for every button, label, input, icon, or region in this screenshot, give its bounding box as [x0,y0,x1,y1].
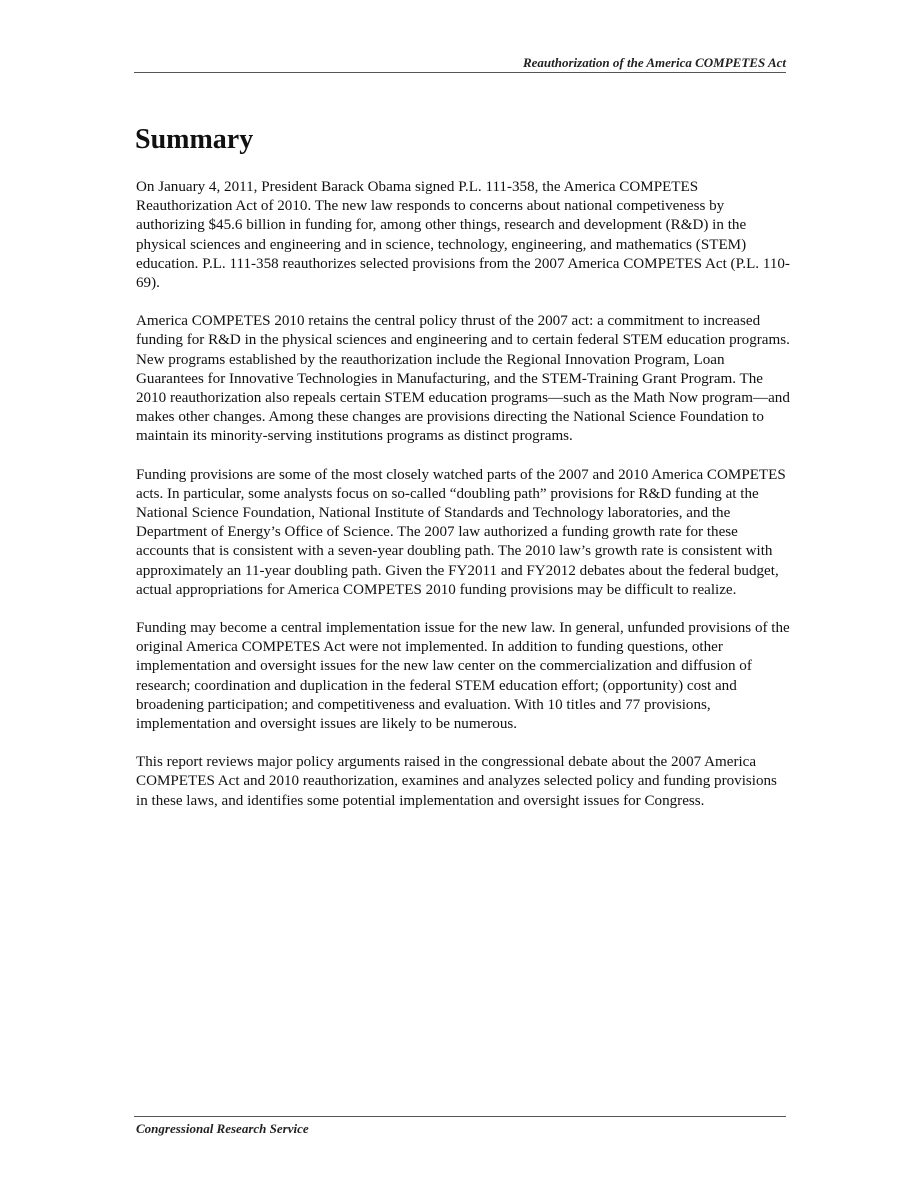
running-footer: Congressional Research Service [136,1121,309,1136]
page-title: Summary [135,124,254,155]
paragraph-3: Funding provisions are some of the most closely watched parts of the 2007 and 2010 America COMPETES acts. In particular, some analysts focus on so-called “doubling path” provisions for R&D funding at the National Science Foundation, National Institute of Standards and Technology laboratories, and the Department of Energy’s Office of Science. The 2007 law authorized a funding growth rate for these accounts that is consistent with a seven-year doubling path. The 2010 law’s growth rate is consistent with approximately an 11-year doubling path. Given the FY2011 and FY2012 debates about the federal budget, actual appropriations for America COMPETES 2010 funding provisions may be difficult to realize. [136,466,786,598]
summary-body [136,178,792,830]
footer-rule [134,1116,786,1117]
paragraph-4: Funding may become a central implementation issue for the new law. In general, unfunded provisions of the original America COMPETES Act were not implemented. In addition to funding questions, other implementation and oversight issues for the new law center on the commercialization and diffusion of research; coordination and duplication in the federal STEM education effort; (opportunity) cost and broadening participation; and competitiveness and evaluation. With 10 titles and 77 provisions, implementation and oversight issues are likely to be numerous. [136,620,790,733]
paragraph-5: This report reviews major policy arguments raised in the congressional debate about the 2007 America COMPETES Act and 2010 reauthorization, examines and analyzes selected policy and funding provisions in these laws, and identifies some potential implementation and oversight issues for Congress. [136,754,777,809]
paragraph-1: On January 4, 2011, President Barack Obama signed P.L. 111-358, the America COMPETES Reauthorization Act of 2010. The new law responds to concerns about national competiveness by authorizing $45.6 billion in funding for, among other things, research and development (R&D) in the physical sciences and engineering and in science, technology, engineering, and mathematics (STEM) education. P.L. 111-358 reauthorizes selected provisions from the 2007 America COMPETES Act (P.L. 110-69). [136,179,790,292]
running-header: Reauthorization of the America COMPETES Act [522,55,786,70]
header-rule [134,72,786,73]
paragraph-2: America COMPETES 2010 retains the central policy thrust of the 2007 act: a commitment to increased funding for R&D in the physical sciences and engineering and to certain federal STEM education programs. New programs established by the reauthorization include the Regional Innovation Program, Loan Guarantees for Innovative Technologies in Manufacturing, and the STEM-Training Grant Program. The 2010 reauthorization also repeals certain STEM education programs—such as the Math Now program—and makes other changes. Among these changes are provisions directing the National Science Foundation to maintain its minority-serving institutions programs as distinct programs. [136,313,790,445]
